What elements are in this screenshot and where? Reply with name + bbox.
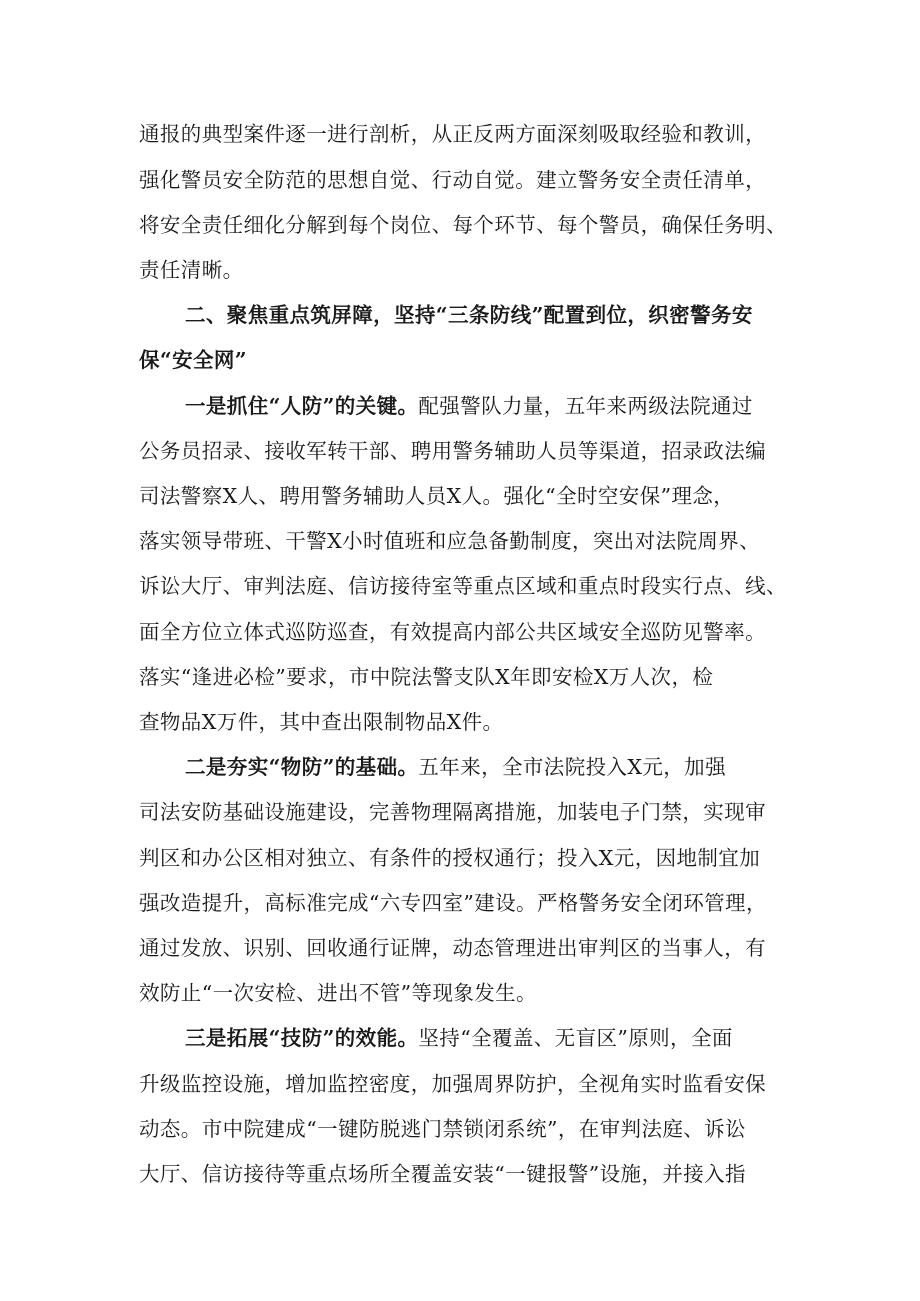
text-line: 动态。市中院建成“一键防脱逃门禁锁闭系统”，在审判法庭、诉讼 — [139, 1117, 746, 1141]
paragraph-line — [0, 521, 920, 561]
paragraph-line — [0, 1154, 920, 1194]
text-line: 查物品X万件，其中查出限制物品X件。 — [139, 710, 504, 734]
paragraph-line — [0, 702, 920, 742]
text-line: 效防止“一次安检、进出不管”等现象发生。 — [139, 981, 537, 1005]
paragraph-line — [0, 1109, 920, 1149]
section-heading — [0, 295, 920, 335]
paragraph-line — [0, 1018, 920, 1058]
text-line: 责任清晰。 — [139, 258, 244, 282]
text-line: 升级监控设施，增加监控密度，加强周界防护，全视角实时监看安保 — [139, 1072, 766, 1096]
paragraph-line — [0, 792, 920, 832]
paragraph-line — [0, 973, 920, 1013]
paragraph-line — [0, 928, 920, 968]
paragraph-line — [0, 114, 920, 154]
paragraph-line — [0, 431, 920, 471]
text-line: 五年来，全市法院投入X元，加强 — [418, 755, 726, 779]
paragraph-line — [0, 612, 920, 652]
paragraph-line — [0, 883, 920, 923]
text-line: 落实“逢进必检”要求，市中院法警支队X年即安检X万人次，检 — [139, 665, 714, 689]
paragraph-line — [0, 747, 920, 787]
text-line: 公务员招录、接收军转干部、聘用警务辅助人员等渠道，招录政法编 — [139, 439, 766, 463]
paragraph-line — [0, 250, 920, 290]
heading-line: 二、聚焦重点筑屏障，坚持“三条防线”配置到位，织密警务安 — [185, 303, 753, 327]
text-line: 将安全责任细化分解到每个岗位、每个环节、每个警员，确保任务明、 — [139, 213, 787, 237]
text-line: 司法警察X人、聘用警务辅助人员X人。强化“全时空安保”理念， — [139, 484, 735, 508]
paragraph-line — [0, 386, 920, 426]
text-line: 通过发放、识别、回收通行证牌，动态管理进出审判区的当事人，有 — [139, 936, 766, 960]
text-line: 判区和办公区相对独立、有条件的授权通行；投入X元，因地制宜加 — [139, 846, 761, 870]
text-line: 司法安防基础设施建设，完善物理隔离措施，加装电子门禁，实现审 — [139, 800, 766, 824]
text-line: 诉讼大厅、审判法庭、信访接待室等重点区域和重点时段实行点、线、 — [139, 574, 787, 598]
paragraph-line — [0, 566, 920, 606]
text-line: 强化警员安全防范的思想自觉、行动自觉。建立警务安全责任清单， — [139, 168, 766, 192]
text-line: 坚持“全覆盖、无盲区”原则，全面 — [418, 1026, 733, 1050]
paragraph-line — [0, 205, 920, 245]
text-line: 面全方位立体式巡防巡查，有效提高内部公共区域安全巡防见警率。 — [139, 620, 766, 644]
paragraph-lead: 二是夯实“物防”的基础。 — [185, 755, 419, 779]
paragraph-lead: 三是拓展“技防”的效能。 — [185, 1026, 419, 1050]
paragraph-line — [0, 476, 920, 516]
paragraph-lead: 一是抓住“人防”的关键。 — [185, 394, 419, 418]
text-line: 大厅、信访接待等重点场所全覆盖安装“一键报警”设施，并接入指 — [139, 1162, 746, 1186]
text-line: 配强警队力量，五年来两级法院通过 — [418, 394, 753, 418]
text-line: 强改造提升，高标准完成“六专四室”建设。严格警务安全闭环管理， — [139, 891, 767, 915]
text-line: 通报的典型案件逐一进行剖析，从正反两方面深刻吸取经验和教训， — [139, 122, 766, 146]
paragraph-line — [0, 160, 920, 200]
paragraph-line — [0, 1064, 920, 1104]
heading-line: 保“安全网” — [139, 348, 247, 372]
paragraph-line — [0, 838, 920, 878]
paragraph-line — [0, 657, 920, 697]
text-line: 落实领导带班、干警X小时值班和应急备勤制度，突出对法院周界、 — [139, 529, 761, 553]
section-heading — [0, 340, 920, 380]
